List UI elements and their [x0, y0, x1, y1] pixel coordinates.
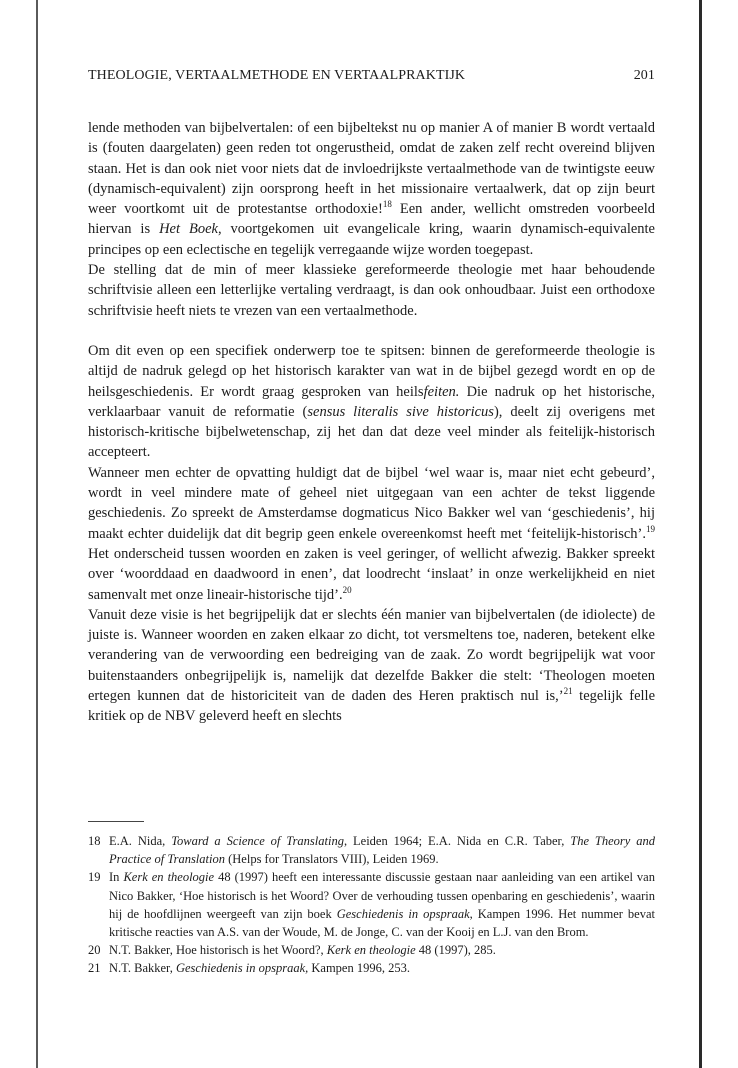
- page-number: 201: [633, 68, 655, 83]
- footnote-number: 18: [88, 834, 101, 848]
- running-head: [88, 68, 655, 88]
- footnote-text: N.T. Bakker, Geschiedenis in opspraak, Kampen 1996, 253.: [109, 961, 410, 976]
- footnote-number: 19: [88, 870, 101, 885]
- scan-edge-left: [36, 0, 38, 1068]
- page-content: [88, 68, 655, 727]
- paragraph-3: Om dit even op een specifiek onderwerp toe te spitsen: binnen de gereformeerde theologie is altijd de nadruk gelegd op het historisch karakter van wat in de bijbel gezegd wordt en op de heilsgeschiedenis. Er wordt graag gesproken van heilsfeiten. Die nadruk op het historische, verklaarbaar vanuit de reformatie (sensus literalis sive historicus), deelt zij overigens met historisch-kritische bijbelwetenschap, zij het dan dat deze veel minder als feitelijk-historisch accepteert.: [88, 342, 655, 461]
- footnote-ref-18[interactable]: 18: [382, 199, 392, 210]
- footnote-divider: [88, 821, 144, 822]
- footnote-number: 20: [88, 943, 101, 958]
- footnote-text: In Kerk en theologie 48 (1997) heeft een interessante discussie gestaan naar aanleiding van een artikel van Nico Bakker, ‘Hoe historisch is het Woord? Over de verhouding tussen openbaring en geschiedenis’, waarin hij de hoofdlijnen weergeeft van zijn boek Geschiedenis in opspraak, Kampen 1996. Het nummer bevat kritische reacties van A.S. van der Woude, M. de Jonge, C. van der Kooij en L.J. van den Brom.: [109, 870, 655, 940]
- footnote-ref-19[interactable]: 19: [646, 523, 655, 534]
- paragraph-4: Wanneer men echter de opvatting huldigt dat de bijbel ‘wel waar is, maar niet echt gebeurd’, wordt in veel mindere mate of geheel niet uitgegaan van een achter de tekst liggende geschiedenis. Zo spreekt de Amsterdamse dogmaticus Nico Bakker wel van ‘geschiedenis’, hij maakt echter duidelijk dat dit begrip geen enkele overeenkomst heeft met ‘feitelijk-historisch’.$^{19}$ Het onderscheid tussen woorden en zaken is veel geringer, of wellicht afwezig. Bakker spreekt over ‘woorddaad en daadwoord in enen’, dat loodrecht ‘inslaat’ in onze werkelijkheid en niet samenvalt met onze lineair-historische tijd’.$^{20}$: [88, 464, 655, 603]
- running-title: THEOLOGIE, VERTAALMETHODE EN VERTAALPRAKTIJK: [88, 68, 466, 83]
- footnote-number: 21: [88, 961, 101, 976]
- footnote-ref-21[interactable]: 21: [563, 686, 573, 697]
- footnote-text: E.A. Nida, Toward a Science of Translating, Leiden 1964; E.A. Nida en C.R. Taber, The Theory and Practice of Translation (Helps for Translators VIII), Leiden 1969.: [109, 834, 656, 867]
- footnote-20: [88, 941, 655, 959]
- footnote-21: [88, 959, 655, 977]
- footnote-text: N.T. Bakker, Hoe historisch is het Woord?, Kerk en theologie 48 (1997), 285.: [109, 943, 496, 958]
- footnote-ref-20[interactable]: 20: [342, 584, 352, 595]
- paragraph-5: Vanuit deze visie is het begrijpelijk dat er slechts één manier van bijbelvertalen (de idiolecte) de juiste is. Wanneer woorden en zaken elkaar zo dicht, tot versmeltens toe, naderen, betekent elke verandering van de verwoording een bedreiging van de zaak. Zo wordt begrijpelijk wat voor buitenstaanders onbegrijpelijk is, namelijk dat dezelfde Bakker die stelt: ‘Theologen moeten ertegen kunnen dat de historiciteit van de daden des Heren praktisch nul is,’$^{21}$ tegelijk felle kritiek op de NBV geleverd heeft en slechts: [88, 606, 656, 725]
- footnotes: [88, 832, 655, 978]
- scan-edge-right: [699, 0, 702, 1068]
- body-text: [88, 118, 655, 727]
- footnote-19: [88, 868, 655, 941]
- footnote-18: [88, 832, 655, 868]
- paragraph-2: De stelling dat de min of meer klassieke gereformeerde theologie met haar behoudende schriftvisie alleen een letterlijke vertaling verdraagt, is dan ook onhoudbaar. Juist een orthodoxe schriftvisie heeft niets te vrezen van een vertaalmethode.: [88, 262, 655, 319]
- paragraph-1: lende methoden van bijbelvertalen: of een bijbeltekst nu op manier A of manier B wordt vertaald is (fouten daargelaten) geen reden tot ongerustheid, omdat de zaken zelf recht overeind blijven staan. Het is dan ook niet voor niets dat de invloedrijkste vertaalmethode van de twintigste eeuw (dynamisch-equivalent) zijn oorsprong heeft in het missionaire vertaalwerk, dat op zijn beurt weer voortkomt uit de protestantse orthodoxie!$^{18}$ Een ander, wellicht omstreden voorbeeld hiervan is Het Boek, voortgekomen uit evangelicale kring, waarin dynamisch-equivalente principes op een eclectische en tegelijk verregaande wijze worden toegepast.: [88, 120, 655, 258]
